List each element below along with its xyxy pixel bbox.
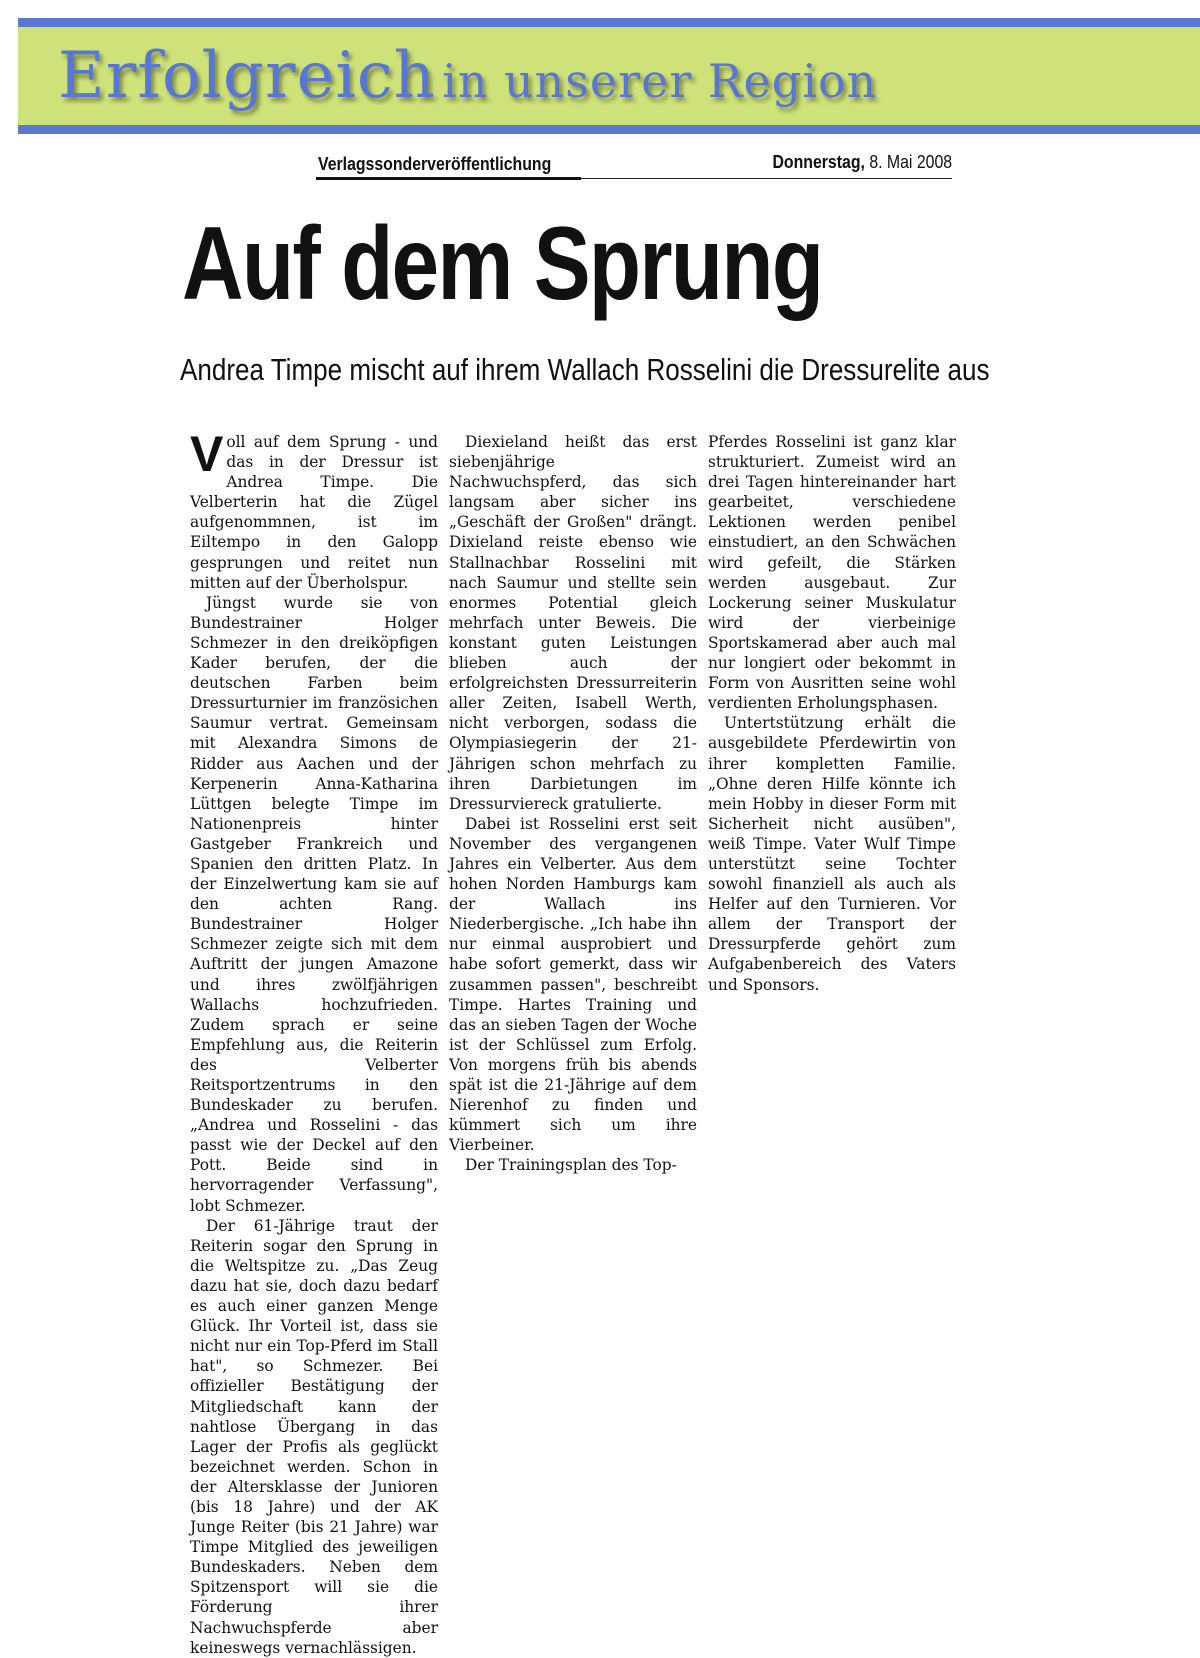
article-headline: Auf dem Sprung: [182, 206, 823, 322]
banner-title: [58, 39, 877, 113]
section-banner: [18, 18, 1200, 134]
date: 8. Mai 2008: [869, 152, 952, 172]
meta-divider-accent: [316, 177, 581, 180]
paragraph-text: oll auf dem Sprung - und das in der Dressur ist Andrea Timpe. Die Velberterin hat die Zügel aufgenommnen, ist im Eiltempo in den Galopp gesprungen und reitet nun mitten auf der Überholspur.: [190, 433, 438, 592]
article-column-3: [708, 432, 956, 995]
banner-title-sub: in unserer Region: [442, 54, 878, 108]
publication-meta: [318, 152, 952, 182]
article-paragraph: Pferdes Rosselini ist ganz klar strukturiert. Zumeist wird an drei Tagen hintereinander hart gearbeitet, verschiedene Lektionen werden penibel einstudiert, an den Schwächen wird gefeilt, die Stärken werden ausgebaut. Zur Lockerung seiner Muskulatur wird der vierbeinige Sportskamerad aber auch mal nur longiert oder bekommt in Form von Ausritten seine wohl verdienten Erholungsphasen.: [708, 433, 956, 713]
weekday: Donnerstag,: [772, 152, 865, 172]
article-paragraph: Diexieland heißt das erst siebenjährige Nachwuchspferd, das sich langsam aber sicher ins „Geschäft der Großen" drängt. Dixieland reiste ebenso wie Stallnachbar Rosselini mit nach Saumur und stellte sein enormes Potential gleich mehrfach unter Beweis. Die konstant guten Leistungen blieben auch der erfolgreichsten Dressurreiterin aller Zeiten, Isabell Werth, nicht verborgen, sodass die Olympiasiegerin der 21-Jährigen schon mehrfach zu ihren Darbietungen im Dressurviereck gratulierte.: [449, 433, 697, 813]
banner-title-main: Erfolgreich: [58, 39, 436, 113]
section-label: Verlagssonderveröffentlichung: [318, 154, 552, 174]
article-subheadline: Andrea Timpe mischt auf ihrem Wallach Rosselini die Dressurelite aus: [180, 352, 990, 387]
article-paragraph: [190, 426, 438, 593]
article-column-2: [449, 432, 697, 1175]
article-paragraph: Der 61-Jährige traut der Reiterin sogar den Sprung in die Weltspitze zu. „Das Zeug dazu hat sie, doch dazu bedarf es auch einer ganzen Menge Glück. Ihr Vorteil ist, dass sie nicht nur ein Top-Pferd im Stall hat", so Schmezer. Bei offizieller Bestätigung der Mitgliedschaft kann der nahtlose Übergang in das Lager der Profis als geglückt bezeichnet werden. Schon in der Altersklasse der Junioren (bis 18 Jahre) und der AK Junge Reiter (bis 21 Jahre) war Timpe Mitglied des jeweiligen Bundeskaders. Neben dem Spitzensport will sie die Förderung ihrer Nachwuchspferde aber keineswegs vernachlässigen.: [190, 1216, 438, 1657]
article-paragraph: Untertstützung erhält die ausgebildete Pferdewirtin von ihrer kompletten Familie. „Ohne deren Hilfe könnte ich mein Hobby in dieser Form mit Sicherheit nicht ausüben", weiß Timpe. Vater Wulf Timpe unterstützt seine Tochter sowohl finanziell als auch als Helfer auf den Turnieren. Vor allem der Transport der Dressurpferde gehört zum Aufgabenbereich des Vaters und Sponsors.: [708, 714, 956, 994]
article-paragraph: Der Trainingsplan des Top-: [465, 1156, 677, 1175]
publication-date: [772, 152, 952, 173]
article-paragraph: Dabei ist Rosselini erst seit November des vergangenen Jahres ein Velberter. Aus dem hohen Norden Hamburgs kam der Wallach ins Niederbergische. „Ich habe ihn nur einmal ausprobiert und habe sofort gemerkt, dass wir zusammen passen", beschreibt Timpe. Hartes Training und das an sieben Tagen der Woche ist der Schlüssel zum Erfolg. Von morgens früh bis abends spät ist die 21-Jährige auf dem Nierenhof zu finden und kümmert sich um ihre Vierbeiner.: [449, 814, 697, 1155]
drop-cap: V: [190, 426, 224, 482]
article-column-1: [190, 426, 438, 1658]
article-paragraph: Jüngst wurde sie von Bundestrainer Holger Schmezer in den dreiköpfigen Kader berufen, der die deutschen Farben beim Dressurturnier im französichen Saumur vertrat. Gemeinsam mit Alexandra Simons de Ridder aus Aachen und der Kerpenerin Anna-Katharina Lüttgen belegte Timpe im Nationenpreis hinter Gastgeber Frankreich und Spanien den dritten Platz. In der Einzelwertung kam sie auf den achten Rang. Bundestrainer Holger Schmezer zeigte sich mit dem Auftritt der jungen Amazone und ihres zwölfjährigen Wallachs hochzufrieden. Zudem sprach er seine Empfehlung aus, die Reiterin des Velberter Reitsportzentrums in den Bundeskader zu berufen. „Andrea und Rosselini - das passt wie der Deckel auf den Pott. Beide sind in hervorragender Verfassung", lobt Schmezer.: [190, 593, 438, 1215]
